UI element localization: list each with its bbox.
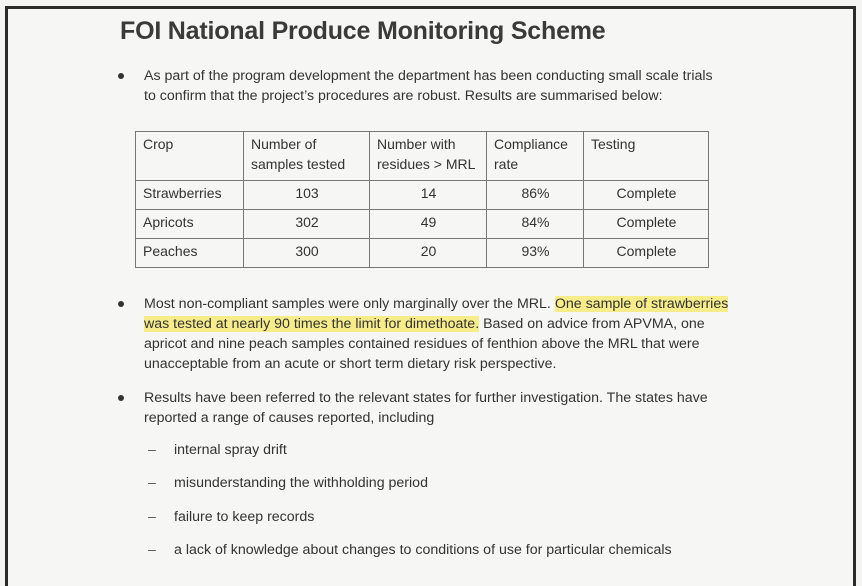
dash-icon: – <box>148 475 156 491</box>
cell-testing: Complete <box>584 239 709 268</box>
cause-text: failure to keep records <box>174 509 315 525</box>
results-table <box>135 131 709 268</box>
bullet-text: As part of the program development the department has been conducting small scale trials to confirm that the project’s procedures are robust. Results are summarised below: <box>144 68 713 104</box>
cell-testing: Complete <box>584 181 709 210</box>
cell-crop: Apricots <box>136 210 244 239</box>
header-residues-over-mrl: Number with residues > MRL <box>370 132 487 181</box>
header-crop: Crop <box>136 132 244 181</box>
dash-icon: – <box>148 442 156 458</box>
cell-compliance: 84% <box>487 210 584 239</box>
cell-samples: 302 <box>244 210 370 239</box>
cell-testing: Complete <box>584 210 709 239</box>
cause-item <box>148 442 287 458</box>
bullet-text: Results have been referred to the relevant states for further investigation. The states have reported a range of causes reported, including <box>144 390 708 426</box>
cell-samples: 103 <box>244 181 370 210</box>
highlighted-text: One sample of strawberries was tested at nearly 90 times the limit for dimethoate. <box>144 296 729 332</box>
cell-residues: 20 <box>370 239 487 268</box>
cause-item <box>148 475 428 491</box>
cell-compliance: 86% <box>487 181 584 210</box>
bullet-text-before: Most non-compliant samples were only marginally over the MRL. <box>144 296 555 312</box>
cause-text: internal spray drift <box>174 442 287 458</box>
table-header-row <box>136 132 709 181</box>
table-row <box>136 210 709 239</box>
bullet-icon <box>118 395 124 401</box>
header-compliance-rate: Compliance rate <box>487 132 584 181</box>
header-testing: Testing <box>584 132 709 181</box>
page-title: FOI National Produce Monitoring Scheme <box>120 17 606 45</box>
dash-icon: – <box>148 542 156 558</box>
bullet-program-development <box>118 66 718 106</box>
cause-text: misunderstanding the withholding period <box>174 475 428 491</box>
cell-crop: Strawberries <box>136 181 244 210</box>
table-row <box>136 181 709 210</box>
cause-item <box>148 542 672 558</box>
cause-item <box>148 509 314 525</box>
bullet-referred-to-states <box>118 388 738 428</box>
table-row <box>136 239 709 268</box>
bullet-icon <box>118 73 124 79</box>
bullet-text-after: Based on advice from APVMA, one apricot and nine peach samples contained residues of fenthion above the MRL that were unacceptable from an acute or short term dietary risk perspective. <box>144 316 705 372</box>
cause-text: a lack of knowledge about changes to conditions of use for particular chemicals <box>174 542 672 558</box>
cell-compliance: 93% <box>487 239 584 268</box>
cell-crop: Peaches <box>136 239 244 268</box>
bullet-icon <box>118 301 124 307</box>
bullet-non-compliant <box>118 294 748 374</box>
cell-residues: 14 <box>370 181 487 210</box>
dash-icon: – <box>148 509 156 525</box>
cell-residues: 49 <box>370 210 487 239</box>
cell-samples: 300 <box>244 239 370 268</box>
header-samples-tested: Number of samples tested <box>244 132 370 181</box>
